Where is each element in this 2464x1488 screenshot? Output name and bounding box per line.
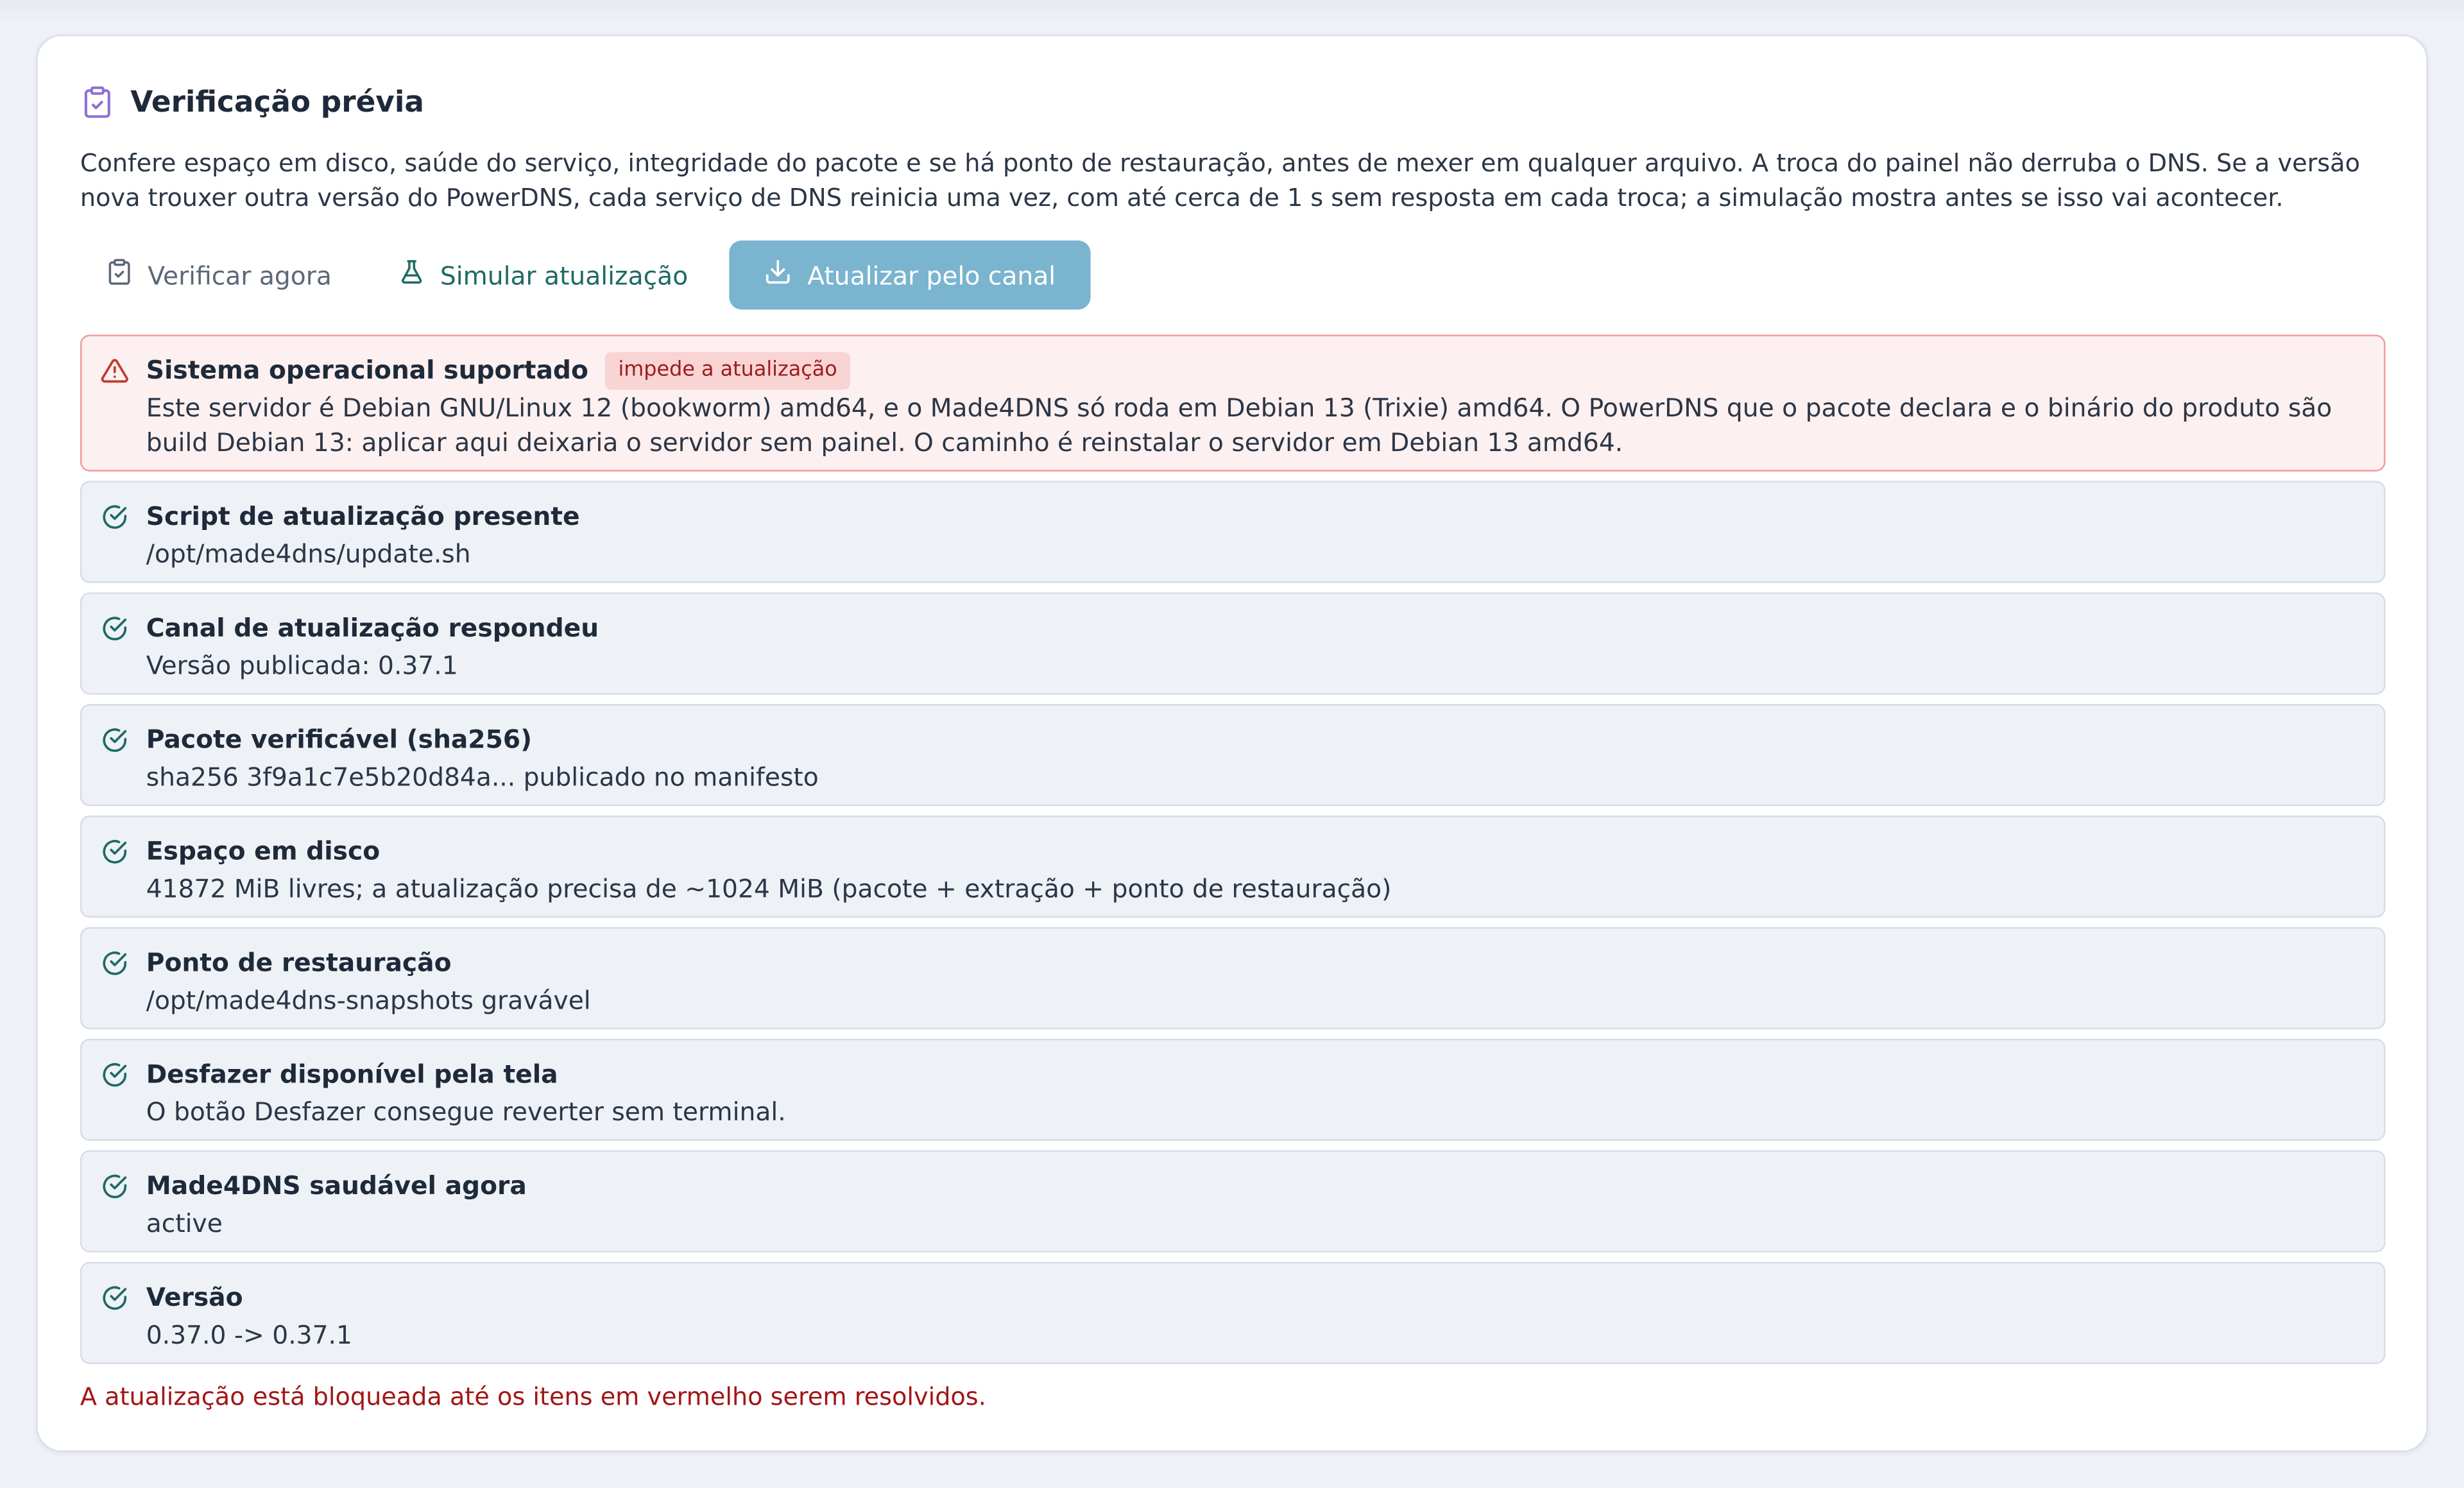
simulate-update-label: Simular atualização <box>440 260 689 290</box>
check-detail: /opt/made4dns/update.sh <box>146 539 471 569</box>
check-title: Script de atualização presente <box>146 501 580 531</box>
check-title: Pacote verificável (sha256) <box>146 724 533 755</box>
check-circle-icon <box>101 837 129 866</box>
download-icon <box>764 258 792 293</box>
check-title: Desfazer disponível pela tela <box>146 1059 558 1090</box>
check-item-channel <box>80 592 2386 694</box>
check-title: Canal de atualização respondeu <box>146 613 599 643</box>
check-detail: Este servidor é Debian GNU/Linux 12 (bookworm) amd64, e o Made4DNS só roda em Debian 13 (Trixie) amd64. O PowerDNS que o pacote declara e o binário do produto são build Debian 13: aplicar aqui deixaria o servidor sem painel. O caminho é reinstalar o servidor em Debian 13 amd64. <box>146 393 2332 457</box>
check-title: Made4DNS saudável agora <box>146 1170 527 1201</box>
panel-description: Confere espaço em disco, saúde do serviço, integridade do pacote e se há ponto de restauração, antes de mexer em qualquer arquivo. A troca do painel não derruba o DNS. Se a versão nova trouxer outra versão do PowerDNS, cada serviço de DNS reinicia uma vez, com até cerca de 1 s sem resposta em cada troca; a simulação mostra antes se isso vai acontecer. <box>80 149 2360 212</box>
panel-header <box>80 78 2384 125</box>
page-title: Verificação prévia <box>130 85 424 119</box>
flask-icon <box>398 258 426 293</box>
check-detail: /opt/made4dns-snapshots gravável <box>146 985 591 1016</box>
blocking-badge: impede a atualização <box>606 351 850 389</box>
action-bar <box>80 241 2384 310</box>
check-circle-icon <box>101 1172 129 1201</box>
check-item-undo-available <box>80 1039 2386 1141</box>
check-item-package-sha256 <box>80 704 2386 806</box>
check-item-restore-point <box>80 927 2386 1029</box>
check-circle-icon <box>101 949 129 977</box>
update-from-channel-label: Atualizar pelo canal <box>807 260 1056 290</box>
check-detail: O botão Desfazer consegue reverter sem terminal. <box>146 1097 786 1127</box>
verify-now-button[interactable] <box>80 241 357 310</box>
clipboard-check-icon <box>80 85 115 119</box>
check-circle-icon <box>101 503 129 531</box>
check-title: Versão <box>146 1282 243 1312</box>
check-item-update-script <box>80 481 2386 583</box>
check-detail: active <box>146 1208 223 1238</box>
check-detail: 0.37.0 -> 0.37.1 <box>146 1320 352 1350</box>
check-circle-icon <box>101 1061 129 1089</box>
simulate-update-button[interactable] <box>373 241 714 310</box>
blocked-message: A atualização está bloqueada até os itens em vermelho serem resolvidos. <box>80 1383 986 1412</box>
check-list <box>80 335 2384 1364</box>
check-detail: 41872 MiB livres; a atualização precisa de ~1024 MiB (pacote + extração + ponto de restauração) <box>146 873 1392 904</box>
preflight-card <box>36 35 2427 1452</box>
warning-triangle-icon <box>101 357 129 385</box>
verify-now-label: Verificar agora <box>148 260 332 290</box>
check-item-version <box>80 1262 2386 1364</box>
check-detail: sha256 3f9a1c7e5b20d84a... publicado no manifesto <box>146 762 819 792</box>
check-item-service-health <box>80 1150 2386 1253</box>
check-circle-icon <box>101 615 129 643</box>
clipboard-check-icon <box>105 258 133 293</box>
check-title: Ponto de restauração <box>146 947 452 978</box>
update-from-channel-button[interactable] <box>729 241 1090 310</box>
check-item-disk-space <box>80 816 2386 918</box>
check-title: Sistema operacional suportado <box>146 355 588 386</box>
check-item-os-supported <box>80 335 2386 472</box>
check-title: Espaço em disco <box>146 835 381 866</box>
check-circle-icon <box>101 1284 129 1312</box>
check-detail: Versão publicada: 0.37.1 <box>146 650 458 681</box>
check-circle-icon <box>101 726 129 754</box>
